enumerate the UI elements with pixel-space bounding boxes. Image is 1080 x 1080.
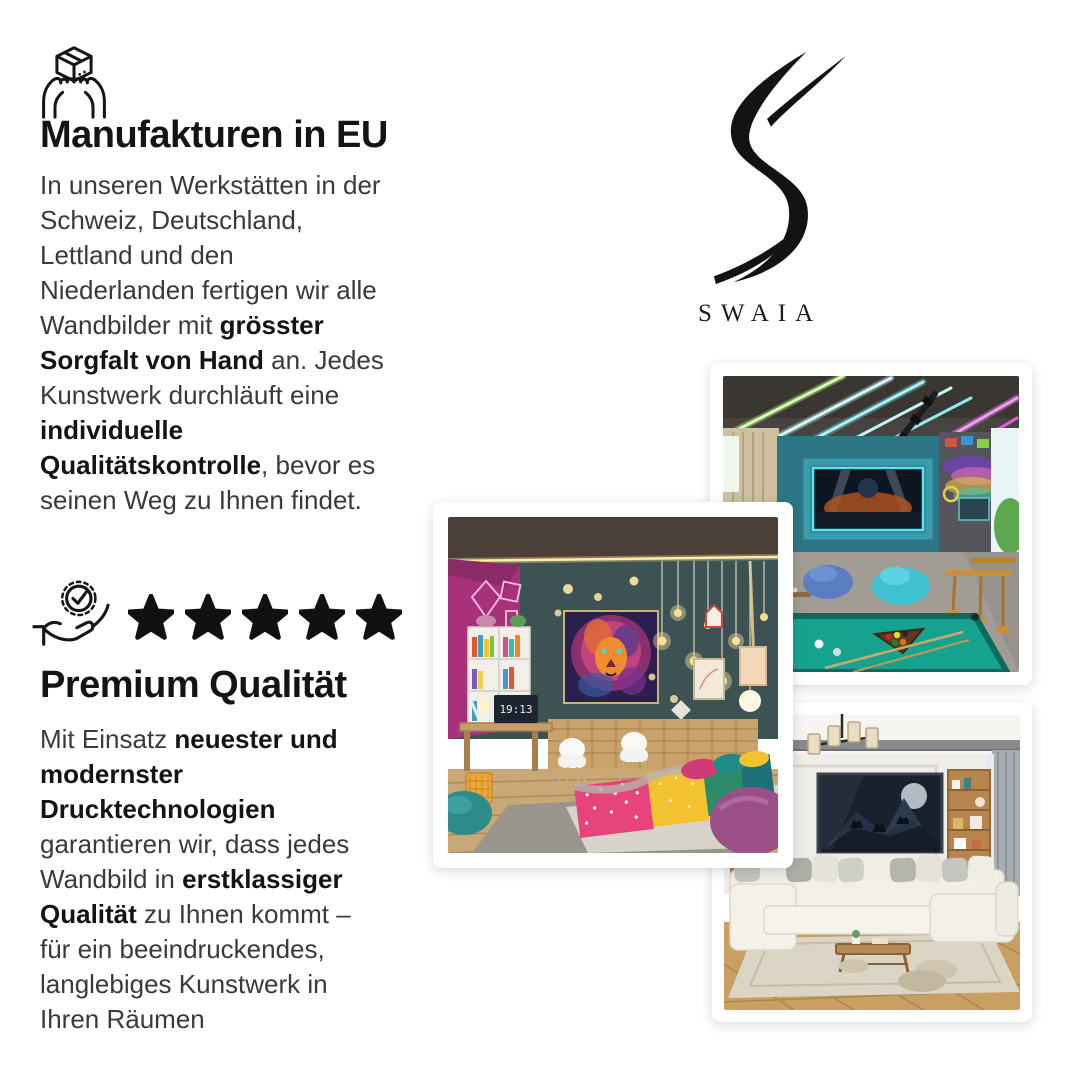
hand-presenting-medal-icon bbox=[30, 576, 112, 654]
teen-room-photo bbox=[448, 517, 778, 853]
star-icon bbox=[299, 594, 345, 642]
brand-logo-text: SWAIA bbox=[698, 300, 823, 327]
text-line: seinen Weg zu Ihnen findet. bbox=[40, 485, 362, 515]
paragraph-manufacturing bbox=[40, 168, 480, 518]
text-line: Kunstwerk durchläuft eine bbox=[40, 380, 340, 410]
text-line: Lettland und den bbox=[40, 240, 234, 270]
text-line: Niederlanden fertigen wir alle bbox=[40, 275, 377, 305]
heading-quality: Premium Qualität bbox=[40, 664, 347, 706]
text-line: Wandbild in erstklassiger bbox=[40, 864, 343, 894]
swaia-logo-mark-icon bbox=[688, 46, 850, 292]
text-line: Wandbilder mit grösster bbox=[40, 310, 324, 340]
star-icon bbox=[242, 594, 288, 642]
svg-text:19:13: 19:13 bbox=[499, 703, 533, 716]
star-icon bbox=[128, 594, 174, 642]
star-icon bbox=[356, 594, 402, 642]
text-line: Qualitätskontrolle, bevor es bbox=[40, 450, 376, 480]
photo-card-teen-room bbox=[433, 502, 793, 868]
star-icon bbox=[185, 594, 231, 642]
brand-logo bbox=[688, 46, 854, 336]
text-line: langlebiges Kunstwerk in bbox=[40, 969, 328, 999]
text-line: Mit Einsatz neuester und bbox=[40, 724, 338, 754]
hands-holding-box-icon bbox=[36, 42, 112, 120]
text-line: Ihren Räumen bbox=[40, 1004, 205, 1034]
heading-manufacturing: Manufakturen in EU bbox=[40, 114, 388, 156]
text-line: für ein beeindruckendes, bbox=[40, 934, 325, 964]
text-line: Schweiz, Deutschland, bbox=[40, 205, 304, 235]
text-line: Drucktechnologien bbox=[40, 794, 276, 824]
text-line: modernster bbox=[40, 759, 184, 789]
text-line: individuelle bbox=[40, 415, 184, 445]
text-line: garantieren wir, dass jedes bbox=[40, 829, 350, 859]
rating-stars bbox=[128, 594, 402, 642]
text-line: Qualität zu Ihnen kommt – bbox=[40, 899, 351, 929]
paragraph-quality bbox=[40, 722, 470, 1037]
text-line: In unseren Werkstätten in der bbox=[40, 170, 381, 200]
quality-icon-row bbox=[30, 574, 450, 658]
text-line: Sorgfalt von Hand an. Jedes bbox=[40, 345, 384, 375]
